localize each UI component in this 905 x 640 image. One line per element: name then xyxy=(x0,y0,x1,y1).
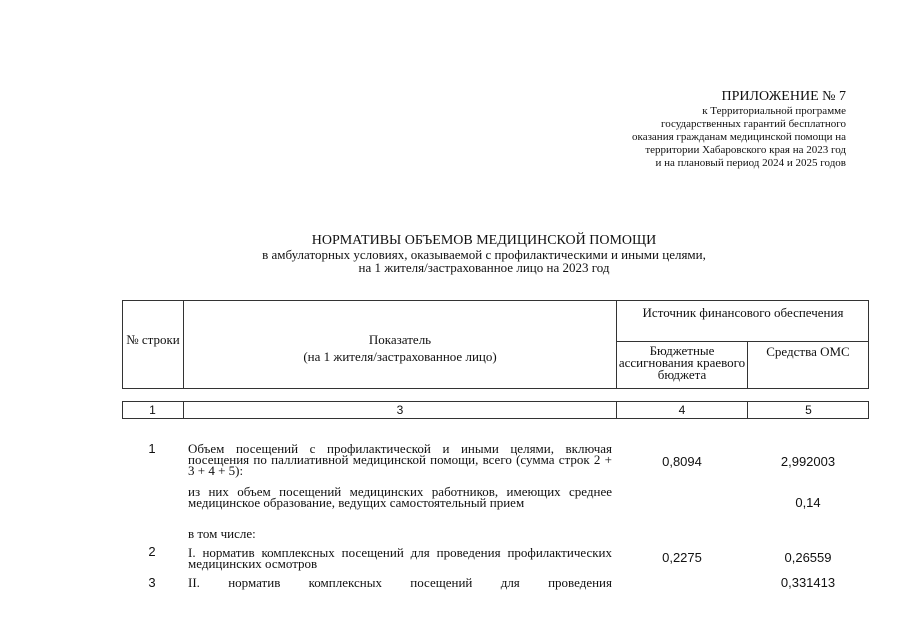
header-col-num: № строки xyxy=(126,332,180,347)
title-sub1: в амбулаторных условиях, оказываемой с профилактическими и иными целями, xyxy=(262,247,706,262)
row-number: 2 xyxy=(148,544,156,559)
header-indicator-line1: Показатель xyxy=(368,332,432,347)
row-description: II. норматив комплексных посещений для проведения xyxy=(188,575,612,590)
annex-block xyxy=(632,89,846,170)
header-col-indicator xyxy=(184,331,616,365)
title-main: НОРМАТИВЫ ОБЪЕМОВ МЕДИЦИНСКОЙ ПОМОЩИ xyxy=(311,233,657,248)
column-number: 5 xyxy=(805,403,812,417)
annex-line: территории Хабаровского края на 2023 год xyxy=(645,144,846,156)
annex-line: государственных гарантий бесплатного xyxy=(660,118,846,130)
annex-line: и на плановый период 2024 и 2025 годов xyxy=(655,157,846,169)
column-number: 1 xyxy=(149,403,156,417)
document-title xyxy=(0,233,905,274)
row-description: I. норматив комплексных посещений для проведения профилактических медицинских осмотров xyxy=(188,545,612,571)
column-number: 4 xyxy=(678,403,686,417)
row-number: 3 xyxy=(148,575,156,590)
row-description: из них объем посещений медицинских работников, имеющих среднее медицинское образование, ведущих самостоятельный прием xyxy=(188,484,612,510)
row-oms-value: 0,14 xyxy=(795,495,821,510)
annex-line: к Территориальной программе xyxy=(702,105,846,117)
header-col-budget: Бюджетные ассигнования краевого бюджета xyxy=(618,343,746,382)
title-sub2: на 1 жителя/застрахованное лицо на 2023 год xyxy=(358,260,610,275)
row-budget-value: 0,2275 xyxy=(662,550,702,565)
row-budget-value: 0,8094 xyxy=(662,454,702,469)
row-description: Объем посещений с профилактической и иными целями, включая посещения по паллиативной медицинской помощи, всего (сумма строк 2 + 3 + 4 + 5): xyxy=(188,441,612,478)
header-col-oms: Средства ОМС xyxy=(766,344,850,359)
row-description: в том числе: xyxy=(188,526,256,541)
row-oms-value: 0,331413 xyxy=(780,575,836,590)
column-number: 3 xyxy=(396,403,404,417)
annex-title: ПРИЛОЖЕНИЕ № 7 xyxy=(721,89,846,104)
annex-line: оказания гражданам медицинской помощи на xyxy=(632,131,846,143)
header-indicator-line2: (на 1 жителя/застрахованное лицо) xyxy=(303,349,497,364)
row-oms-value: 2,992003 xyxy=(780,454,836,469)
header-col-source: Источник финансового обеспечения xyxy=(642,305,844,320)
row-number: 1 xyxy=(148,441,156,456)
header-divider xyxy=(616,341,869,342)
row-oms-value: 0,26559 xyxy=(784,550,832,565)
